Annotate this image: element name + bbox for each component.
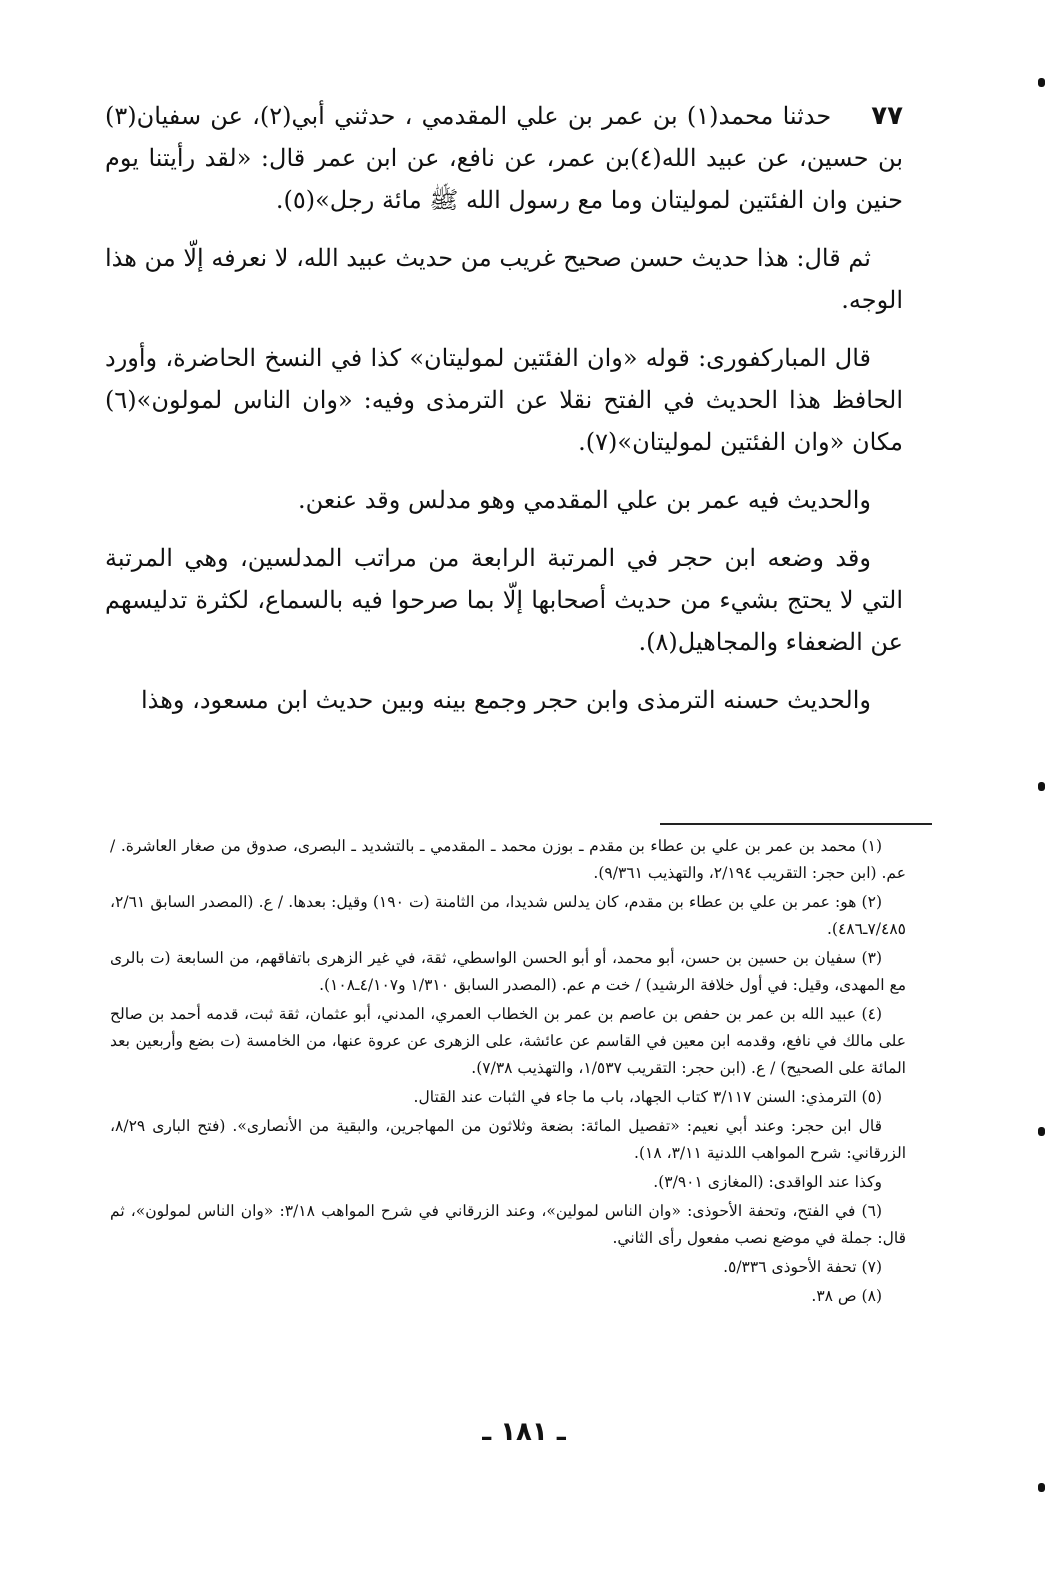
hadith-paragraph: [105, 95, 903, 221]
footnote: (٤) عبيد الله بن عمر بن حفص بن عاصم بن عمر بن الخطاب العمري، المدني، أبو عثمان، ثقة ثبت، قدمه أحمد بن صالح على مالك في نافع، وقدمه ابن معين في القاسم عن عائشة، على الزهرى عن عروة عنها، من الخامسة (ت بضع وأربعين بعد المائة على الصحيح) / ع. (ابن حجر: التقريب ١/٥٣٧، والتهذيب ٧/٣٨).: [110, 1005, 906, 1077]
body-paragraph: قال المباركفورى: قوله «وان الفئتين لموليتان» كذا في النسخ الحاضرة، وأورد الحافظ هذا الحديث في الفتح نقلا عن الترمذى وفيه: «وان الناس لمولون»(٦) مكان «وان الفئتين لموليتان»(٧).: [105, 344, 903, 456]
hadith-isnad: حدثنا محمد(١) بن عمر بن علي المقدمي ، حدثني أبي(٢)، عن سفيان(٣) بن حسين، عن عبيد الله(٤)بن عمر، عن نافع، عن ابن عمر قال: «لقد رأيتنا يوم حنين وان الفئتين لموليتان وما مع رسول الله ﷺ مائة رجل»(٥).: [105, 102, 903, 214]
footnote: (٢) هو: عمر بن علي بن عطاء بن مقدم، كان يدلس شديدا، من الثامنة (ت ١٩٠) وقيل: بعدها. / ع. (المصدر السابق ٢/٦١، ٧/٤٨٥ـ٤٨٦).: [110, 893, 906, 938]
page-number: ـ ١٨١ ـ: [482, 1417, 566, 1447]
body-paragraph: وقد وضعه ابن حجر في المرتبة الرابعة من مراتب المدلسين، وهي المرتبة التي لا يحتج بشيء من حديث أصحابها إلّا بما صرحوا فيه بالسماع، لكثرة تدليسهم عن الضعفاء والمجاهيل(٨).: [105, 544, 903, 656]
hadith-number: ٧٧: [871, 101, 903, 131]
scan-mark: [1038, 78, 1045, 87]
body-paragraph: والحديث فيه عمر بن علي المقدمي وهو مدلس وقد عنعن.: [298, 486, 871, 514]
footnote: (٦) في الفتح، وتحفة الأحوذى: «وان الناس لمولين»، وعند الزرقاني في شرح المواهب ٣/١٨: «وان الناس لمولون»، ثم قال: جملة في موضع نصب مفعول رأى الثاني.: [110, 1202, 906, 1247]
footnote: وكذا عند الواقدى: (المغازى ٣/٩٠١).: [653, 1173, 882, 1191]
main-text: [105, 95, 903, 737]
footnote: قال ابن حجر: وعند أبي نعيم: «تفصيل المائة: بضعة وثلاثون من المهاجرين، والبقية من الأنصارى». (فتح البارى ٨/٢٩، الزرقاني: شرح المواهب اللدنية ٣/١١، ١٨).: [110, 1117, 906, 1162]
footnote: (١) محمد بن عمر بن علي بن عطاء بن مقدم ـ بوزن محمد ـ المقدمي ـ بالتشديد ـ البصرى، صدوق من صغار العاشرة. / عم. (ابن حجر: التقريب ٢/١٩٤، والتهذيب ٩/٣٦١).: [110, 837, 906, 882]
footnote: (٨) ص ٣٨.: [811, 1287, 882, 1305]
footnote: (٣) سفيان بن حسين بن حسن، أبو محمد، أو أبو الحسن الواسطي، ثقة، في غير الزهرى باتفاقهم، من السابعة (ت بالرى مع المهدى، وقيل: في أول خلافة الرشيد) / خت م عم. (المصدر السابق ١/٣١٠ و٤/١٠٧ـ١٠٨).: [110, 949, 906, 994]
scan-mark: [1038, 1483, 1045, 1492]
scan-mark: [1038, 782, 1045, 791]
body-paragraph: والحديث حسنه الترمذى وابن حجر وجمع بينه وبين حديث ابن مسعود، وهذا: [140, 686, 871, 714]
footnotes: [110, 833, 906, 1312]
footnote-separator: [660, 823, 932, 825]
scan-mark: [1038, 1127, 1045, 1136]
footnote: (٧) تحفة الأحوذى ٥/٣٣٦.: [723, 1258, 882, 1276]
body-paragraph: ثم قال: هذا حديث حسن صحيح غريب من حديث عبيد الله، لا نعرفه إلّا من هذا الوجه.: [105, 244, 903, 314]
footnote: (٥) الترمذي: السنن ٣/١١٧ كتاب الجهاد، باب ما جاء في الثبات عند القتال.: [413, 1088, 882, 1106]
